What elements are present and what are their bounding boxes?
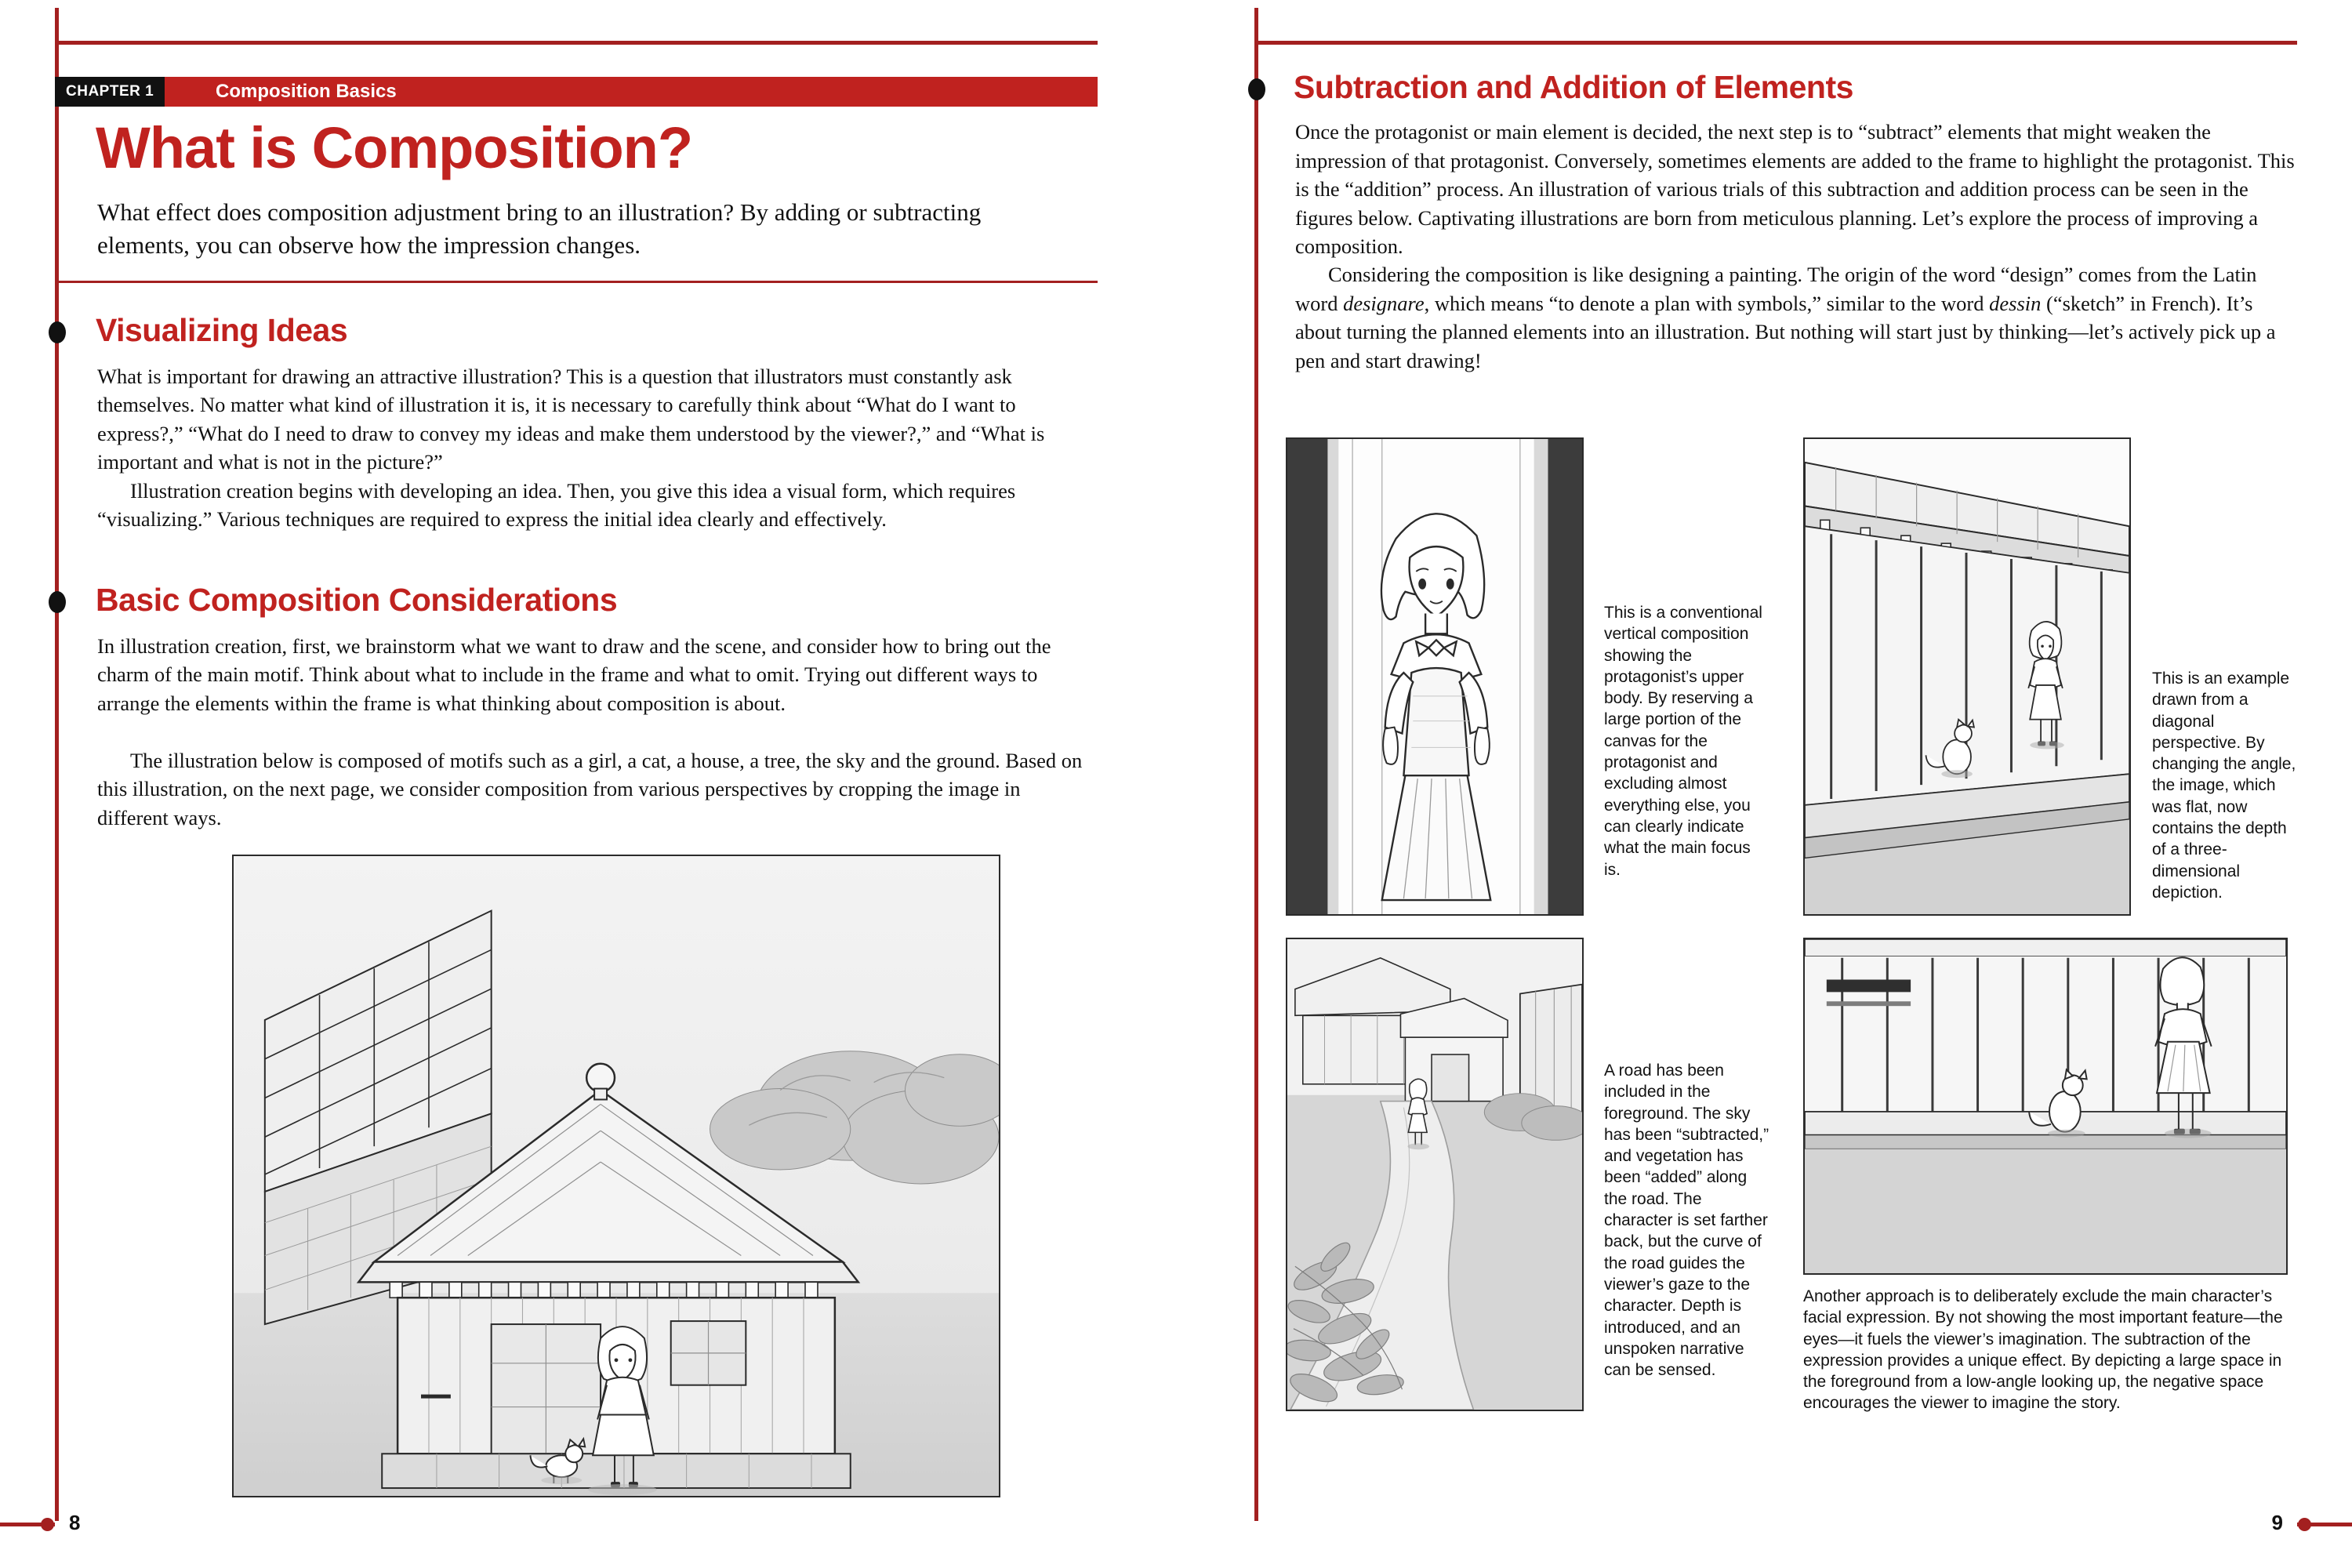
figure-caption-diagonal-perspective: This is an example drawn from a diagonal perspective. By changing the angle, the image, which was flat, now contains the depth of a three-dimensional depiction.: [2152, 670, 2296, 902]
section-paragraph-basic-1: In illustration creation, first, we brainstorm what we want to draw and the scene, and consider how to bring out the charm of the main motif. Think about what to include in the frame and what to omit. Trying out different ways to arrange the elements within the frame is what thinking about composition is about.: [97, 634, 1051, 715]
left-page-top-rule: [55, 41, 1098, 45]
section-paragraph-visualizing-1: What is important for drawing an attractive illustration? This is a question that illustrators must constantly ask themselves. No matter what kind of illustration it is, it is necessary to carefully think about “What do I want to express?,” “What do I need to draw to convey my ideas and make them understood by the viewer?,” and “What is important and what is not in the picture?”: [97, 365, 1045, 474]
page-number-left: 8: [69, 1511, 81, 1534]
section-heading-subtraction-addition: Subtraction and Addition of Elements: [1294, 69, 1853, 105]
page-title: What is Composition?: [96, 115, 693, 180]
section-paragraph-visualizing-2: Illustration creation begins with developing an idea. Then, you give this idea a visual form, which requires “visualizing.” Various techniques are required to express the initial idea clearly and effectively.: [97, 479, 1016, 532]
right-paragraph-2-part1: Considering the composition is like designing a painting. The origin of the word “design” comes from the Latin word: [1295, 263, 2257, 315]
figure-caption-road-foreground: A road has been included in the foreground. The sky has been “subtracted,” and vegetation has been “added” along the road. The character is set farther back, but the curve of the road guides the viewer’s gaze to the character. Depth is introduced, and an unspoken narrative can be sensed.: [1604, 1062, 1769, 1380]
latin-term-designare: designare: [1343, 291, 1425, 315]
right-paragraph-1: Once the protagonist or main element is decided, the next step is to “subtract” elements that might weaken the impression of that protagonist. Conversely, sometimes elements are added to the frame to highlight the protagonist. This is the “addition” process. An illustration of various trials of this subtraction and addition process can be seen in the figures below. Captivating illustrations are born from meticulous planning. Let’s explore the process of improving a composition.: [1295, 120, 2295, 259]
chapter-title: Composition Basics: [216, 81, 397, 102]
right-page-top-rule: [1254, 41, 2297, 45]
page-subtitle: What effect does composition adjustment bring to an illustration? By adding or subtracting elements, you can observe how the impression changes.: [97, 198, 982, 260]
right-paragraph-2-part3: (“sketch” in French). It’s about turning the planned elements into an illustration. But nothing will start just by thinking—let’s actively pick up a pen and start drawing!: [1295, 291, 2276, 372]
section-bullet-subtraction-addition: [1248, 78, 1265, 100]
figure-road-foreground: [1286, 938, 1584, 1411]
french-term-dessin: dessin: [1989, 291, 2042, 315]
figure-vertical-portrait: [1286, 437, 1584, 916]
chapter-band: [55, 77, 1098, 107]
chapter-tag: CHAPTER 1: [55, 77, 165, 107]
figure-caption-low-angle-no-face: Another approach is to deliberately exclude the main character’s facial expression. By not showing the most important feature—the eyes—it fuels the viewer’s imagination. The subtraction of the expression provides a unique effect. By depicting a large space in the foreground from a low-angle looking up, the negative space encourages the viewer to imagine the story.: [1803, 1287, 2283, 1413]
figure-diagonal-perspective: [1803, 437, 2131, 916]
main-illustration-house-girl-cat: [232, 855, 1000, 1497]
title-divider-rule: [55, 281, 1098, 283]
figure-caption-vertical-portrait: This is a conventional vertical composition showing the protagonist’s upper body. By reserving a large portion of the canvas for the protagonist and excluding almost everything else, you can clearly indicate what the main focus is.: [1604, 604, 1762, 879]
page-number-right: 9: [2271, 1511, 2283, 1534]
section-heading-visualizing-ideas: Visualizing Ideas: [96, 312, 348, 348]
figure-low-angle-no-face: [1803, 938, 2288, 1275]
section-bullet-visualizing-ideas: [49, 321, 66, 343]
right-paragraph-2-part2: , which means “to denote a plan with symbols,” similar to the word: [1424, 291, 1990, 315]
section-paragraph-basic-2: The illustration below is composed of motifs such as a girl, a cat, a house, a tree, the sky and the ground. Based on this illustration, on the next page, we consider composition from various perspectives by cropping the image in different ways.: [97, 749, 1083, 829]
section-heading-basic-composition: Basic Composition Considerations: [96, 582, 618, 618]
section-bullet-basic-composition: [49, 591, 66, 613]
left-footer-dot: [41, 1518, 54, 1531]
right-footer-dot: [2298, 1518, 2311, 1531]
right-page-vertical-rule: [1254, 8, 1258, 1521]
left-page-vertical-rule: [55, 8, 59, 1521]
right-paragraph-2: [1295, 260, 2297, 375]
